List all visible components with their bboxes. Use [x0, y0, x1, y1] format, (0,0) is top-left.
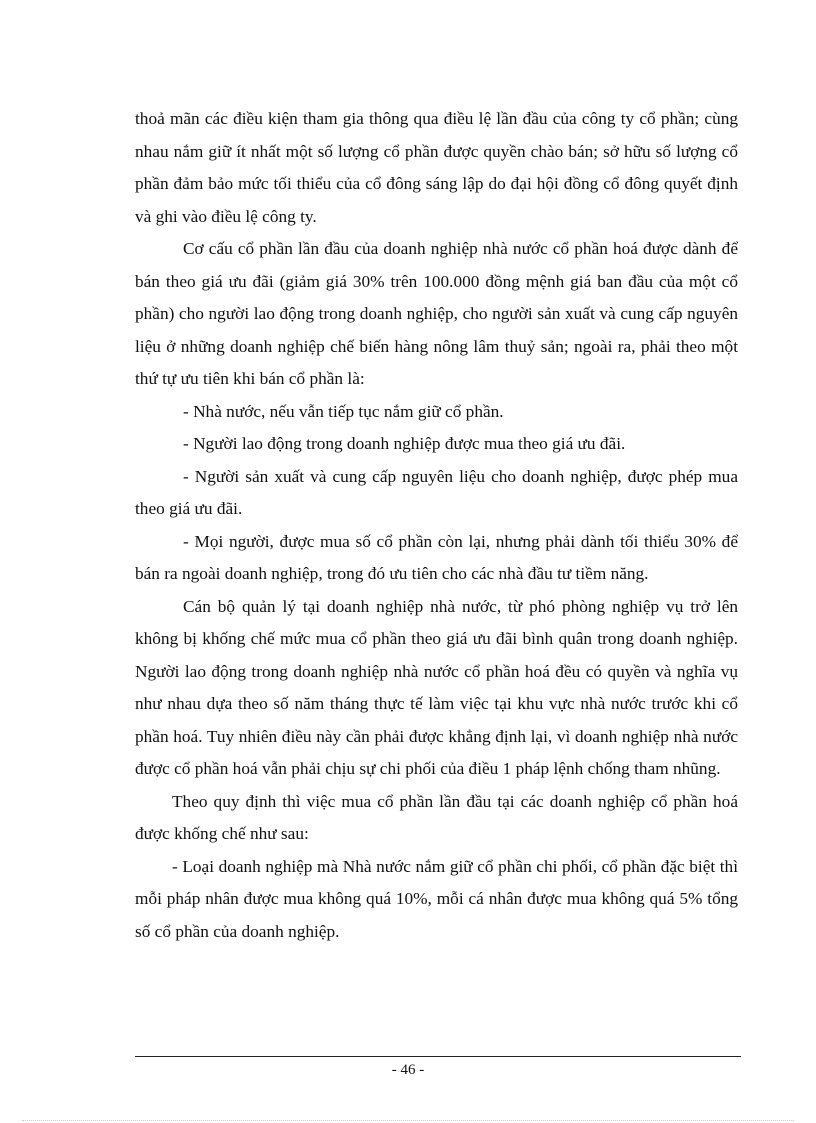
footer-divider [135, 1056, 741, 1057]
list-item: - Loại doanh nghiệp mà Nhà nước nắm giữ cổ phần chi phối, cổ phần đặc biệt thì mỗi pháp nhân được mua không quá 10%, mỗi cá nhân được mua không quá 5% tổng số cổ phần của doanh nghiệp. [135, 856, 738, 941]
body-text [135, 103, 738, 948]
list-item: - Mọi người, được mua số cổ phần còn lại, nhưng phải dành tối thiểu 30% để bán ra ngoài doanh nghiệp, trong đó ưu tiên cho các nhà đầu tư tiềm năng. [135, 531, 738, 583]
paragraph: thoả mãn các điều kiện tham gia thông qua điều lệ lần đầu của công ty cổ phần; cùng nhau nắm giữ ít nhất một số lượng cổ phần được quyền chào bán; sở hữu số lượng cổ phần đảm bảo mức tối thiểu của cổ đông sáng lập do đại hội đồng cổ đông quyết định và ghi vào điều lệ công ty. [135, 109, 738, 226]
page-edge-divider [22, 1120, 794, 1121]
page-number: - 46 - [391, 1062, 425, 1078]
list-item: - Người sản xuất và cung cấp nguyên liệu cho doanh nghiệp, được phép mua theo giá ưu đãi. [135, 466, 738, 518]
list-item: - Nhà nước, nếu vẫn tiếp tục nắm giữ cổ phần. [183, 401, 504, 421]
paragraph: Cán bộ quản lý tại doanh nghiệp nhà nước, từ phó phòng nghiệp vụ trở lên không bị khống chế mức mua cổ phần theo giá ưu đãi bình quân trong doanh nghiệp. Người lao động trong doanh nghiệp nhà nước cổ phần hoá đều có quyền và nghĩa vụ như nhau dựa theo số năm tháng thực tế làm việc tại khu vực nhà nước trước khi cổ phần hoá. Tuy nhiên điều này cần phải được khẳng định lại, vì doanh nghiệp nhà nước được cổ phần hoá vẫn phải chịu sự chi phối của điều 1 pháp lệnh chống tham nhũng. [135, 596, 738, 778]
list-item: - Người lao động trong doanh nghiệp được mua theo giá ưu đãi. [183, 434, 626, 453]
paragraph: Cơ cấu cổ phần lần đầu của doanh nghiệp nhà nước cổ phần hoá được dành để bán theo giá ưu đãi (giảm giá 30% trên 100.000 đồng mệnh giá ban đầu của một cổ phần) cho người lao động trong doanh nghiệp, cho người sản xuất và cung cấp nguyên liệu ở những doanh nghiệp chế biến hàng nông lâm thuỷ sản; ngoài ra, phải theo một thứ tự ưu tiên khi bán cổ phần là: [135, 239, 738, 388]
paragraph: Theo quy định thì việc mua cổ phần lần đầu tại các doanh nghiệp cổ phần hoá được khống chế như sau: [135, 791, 738, 843]
